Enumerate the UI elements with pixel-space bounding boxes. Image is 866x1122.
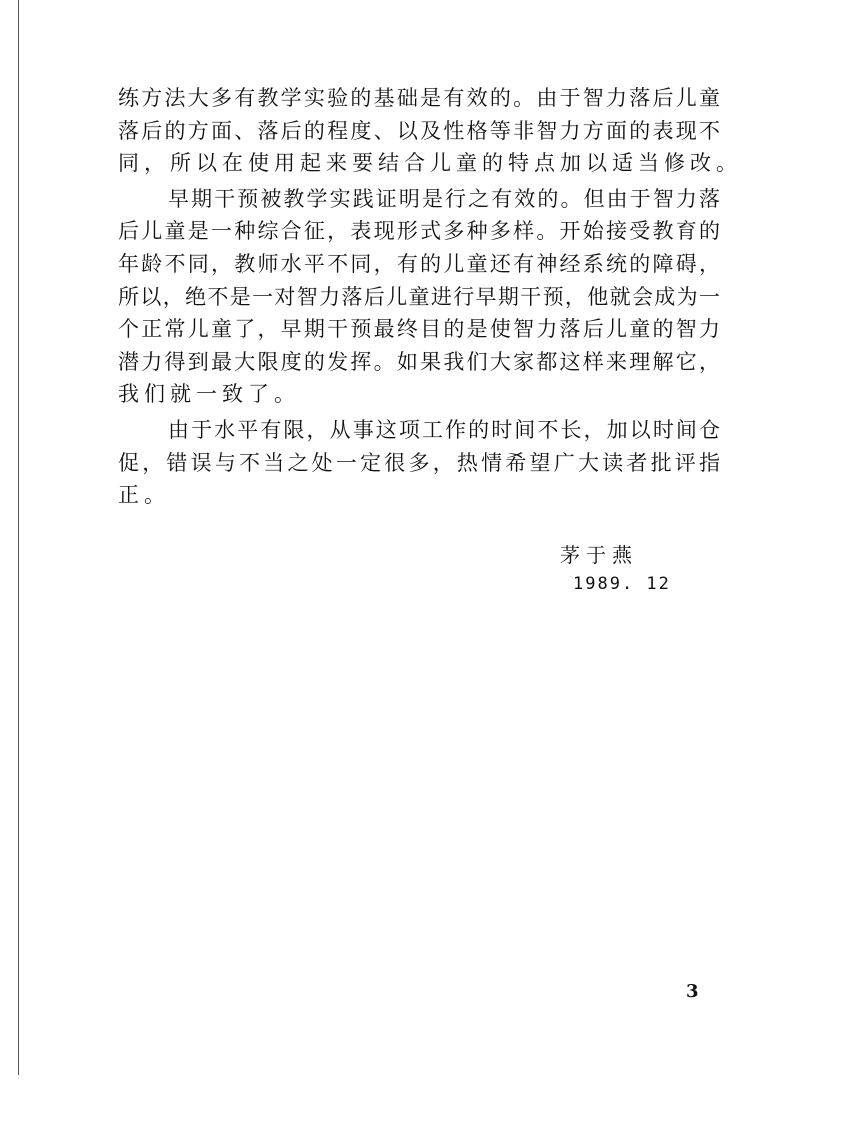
author-signature: 茅于燕 — [560, 543, 638, 567]
text-line: 后儿童是一种综合征，表现形式多种多样。开始接受教育的 — [118, 219, 720, 244]
text-line: 年龄不同，教师水平不同，有的儿童还有神经系统的障碍， — [118, 251, 720, 276]
text-line: 所以，绝不是一对智力落后儿童进行早期干预，他就会成为一 — [118, 284, 720, 309]
text-line: 同，所以在使用起来要结合儿童的特点加以适当修改。 — [118, 151, 742, 176]
text-line: 潜力得到最大限度的发挥。如果我们大家都这样来理解它， — [118, 349, 720, 374]
text-line: 个正常儿童了，早期干预最终目的是使智力落后儿童的智力 — [118, 317, 720, 342]
page-edge-line — [18, 0, 19, 1075]
text-line: 落后的方面、落后的程度、以及性格等非智力方面的表现不 — [118, 118, 720, 143]
text-line: 由于水平有限，从事这项工作的时间不长，加以时间仓 — [168, 417, 720, 442]
text-line: 正。 — [118, 483, 170, 508]
page-number: 3 — [686, 981, 699, 1002]
text-line: 我们就一致了。 — [118, 382, 300, 407]
text-line: 练方法大多有教学实验的基础是有效的。由于智力落后儿童 — [118, 86, 720, 110]
body-text — [118, 82, 742, 512]
signature-date: 1989. 12 — [573, 574, 671, 594]
text-line: 促，错误与不当之处一定很多，热情希望广大读者批评指 — [118, 450, 720, 475]
text-line: 早期干预被教学实践证明是行之有效的。但由于智力落 — [168, 186, 720, 211]
